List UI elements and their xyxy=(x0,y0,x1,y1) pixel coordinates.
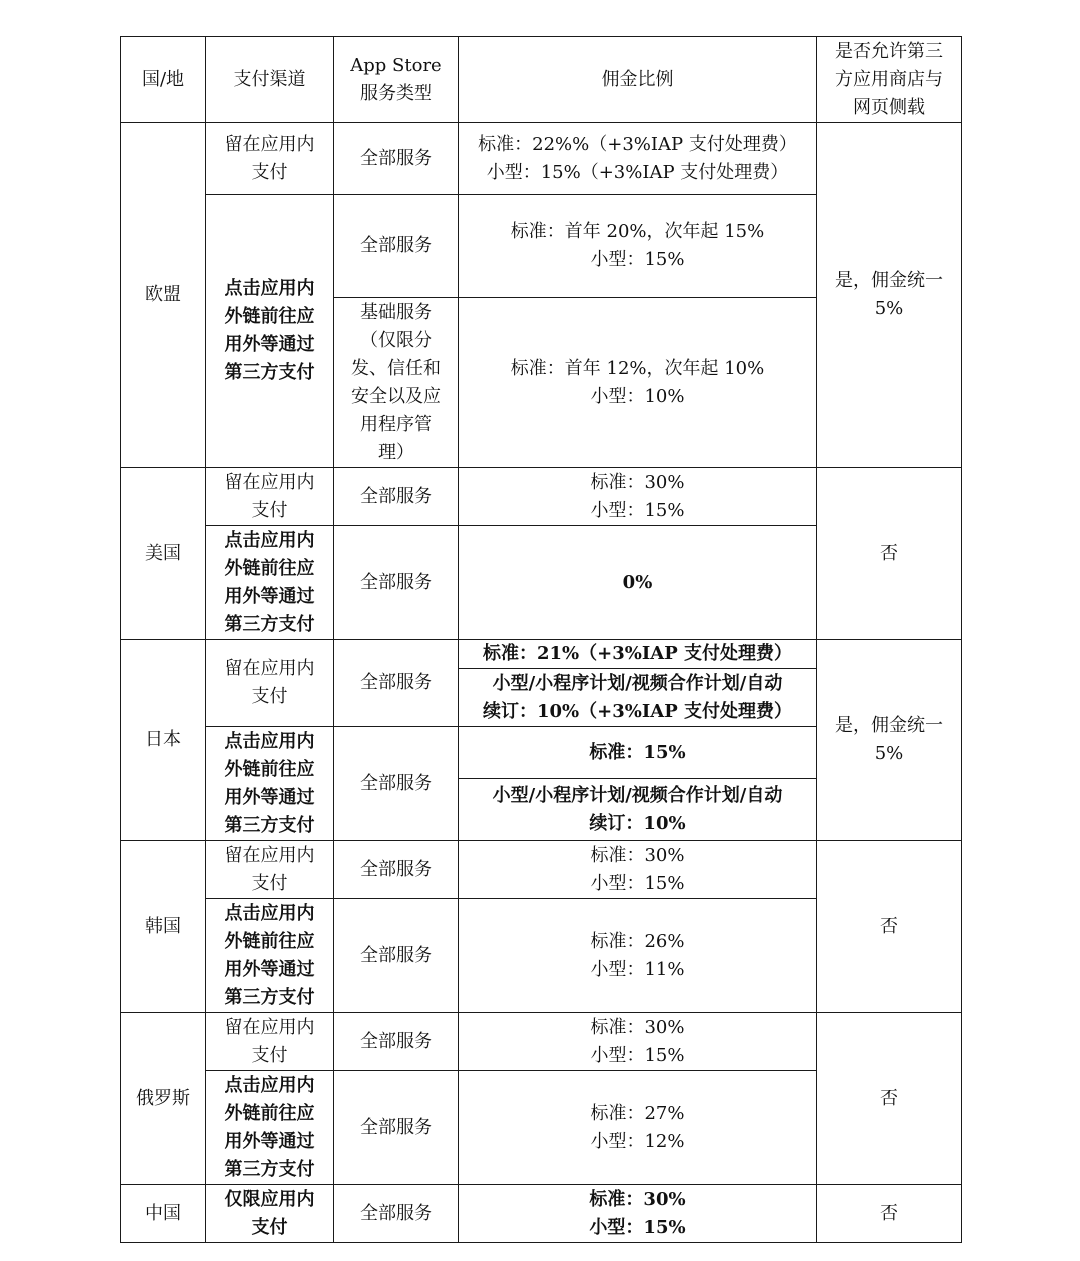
jp-channel-link-out: 点击应用内 外链前往应 用外等通过 第三方支付 xyxy=(206,727,334,841)
us-rate-link: 0% xyxy=(459,526,817,640)
eu-channel-in-app: 留在应用内 支付 xyxy=(206,123,334,195)
jp-service-link: 全部服务 xyxy=(334,727,459,841)
eu-rate-in-app: 标准：22%%（+3%IAP 支付处理费） 小型：15%（+3%IAP 支付处理费） xyxy=(459,123,817,195)
us-third-party: 否 xyxy=(817,468,962,640)
us-in-app-row xyxy=(121,468,962,526)
kr-channel-in-app: 留在应用内 支付 xyxy=(206,841,334,899)
header-service-type: App Store 服务类型 xyxy=(334,37,459,123)
ru-channel-in-app: 留在应用内 支付 xyxy=(206,1013,334,1071)
cn-service: 全部服务 xyxy=(334,1185,459,1243)
cn-third-party: 否 xyxy=(817,1185,962,1243)
header-row xyxy=(121,37,962,123)
kr-channel-link-out: 点击应用内 外链前往应 用外等通过 第三方支付 xyxy=(206,899,334,1013)
header-region: 国/地 xyxy=(121,37,206,123)
header-channel: 支付渠道 xyxy=(206,37,334,123)
cn-rate: 标准：30% 小型：15% xyxy=(459,1185,817,1243)
jp-in-app-row-1 xyxy=(121,640,962,669)
us-service-in-app: 全部服务 xyxy=(334,468,459,526)
jp-rate-link-small: 小型/小程序计划/视频合作计划/自动 续订：10% xyxy=(459,779,817,841)
header-commission: 佣金比例 xyxy=(459,37,817,123)
us-channel-link-out: 点击应用内 外链前往应 用外等通过 第三方支付 xyxy=(206,526,334,640)
jp-rate-in-app-standard: 标准：21%（+3%IAP 支付处理费） xyxy=(459,640,817,669)
jp-service-in-app: 全部服务 xyxy=(334,640,459,727)
eu-in-app-row xyxy=(121,123,962,195)
region-cn: 中国 xyxy=(121,1185,206,1243)
ru-third-party: 否 xyxy=(817,1013,962,1185)
cn-channel-in-app-only: 仅限应用内 支付 xyxy=(206,1185,334,1243)
eu-channel-link-out: 点击应用内 外链前往应 用外等通过 第三方支付 xyxy=(206,195,334,468)
jp-rate-in-app-small: 小型/小程序计划/视频合作计划/自动 续订：10%（+3%IAP 支付处理费） xyxy=(459,669,817,727)
jp-third-party: 是，佣金统一 5% xyxy=(817,640,962,841)
eu-third-party: 是，佣金统一 5% xyxy=(817,123,962,468)
eu-service-basic: 基础服务 （仅限分 发、信任和 安全以及应 用程序管 理） xyxy=(334,298,459,468)
ru-service-link: 全部服务 xyxy=(334,1071,459,1185)
eu-service-in-app: 全部服务 xyxy=(334,123,459,195)
kr-service-in-app: 全部服务 xyxy=(334,841,459,899)
header-third-party: 是否允许第三 方应用商店与 网页侧载 xyxy=(817,37,962,123)
commission-table xyxy=(120,36,962,1243)
eu-rate-link-full: 标准：首年 20%，次年起 15% 小型：15% xyxy=(459,195,817,298)
eu-rate-link-basic: 标准：首年 12%，次年起 10% 小型：10% xyxy=(459,298,817,468)
cn-row xyxy=(121,1185,962,1243)
kr-third-party: 否 xyxy=(817,841,962,1013)
region-kr: 韩国 xyxy=(121,841,206,1013)
ru-channel-link-out: 点击应用内 外链前往应 用外等通过 第三方支付 xyxy=(206,1071,334,1185)
jp-rate-link-standard: 标准：15% xyxy=(459,727,817,779)
ru-service-in-app: 全部服务 xyxy=(334,1013,459,1071)
region-us: 美国 xyxy=(121,468,206,640)
kr-service-link: 全部服务 xyxy=(334,899,459,1013)
kr-rate-link: 标准：26% 小型：11% xyxy=(459,899,817,1013)
region-eu: 欧盟 xyxy=(121,123,206,468)
ru-rate-in-app: 标准：30% 小型：15% xyxy=(459,1013,817,1071)
kr-in-app-row xyxy=(121,841,962,899)
kr-rate-in-app: 标准：30% 小型：15% xyxy=(459,841,817,899)
us-channel-in-app: 留在应用内 支付 xyxy=(206,468,334,526)
ru-rate-link: 标准：27% 小型：12% xyxy=(459,1071,817,1185)
region-jp: 日本 xyxy=(121,640,206,841)
eu-service-link-full: 全部服务 xyxy=(334,195,459,298)
ru-in-app-row xyxy=(121,1013,962,1071)
jp-channel-in-app: 留在应用内 支付 xyxy=(206,640,334,727)
region-ru: 俄罗斯 xyxy=(121,1013,206,1185)
us-service-link: 全部服务 xyxy=(334,526,459,640)
us-rate-in-app: 标准：30% 小型：15% xyxy=(459,468,817,526)
